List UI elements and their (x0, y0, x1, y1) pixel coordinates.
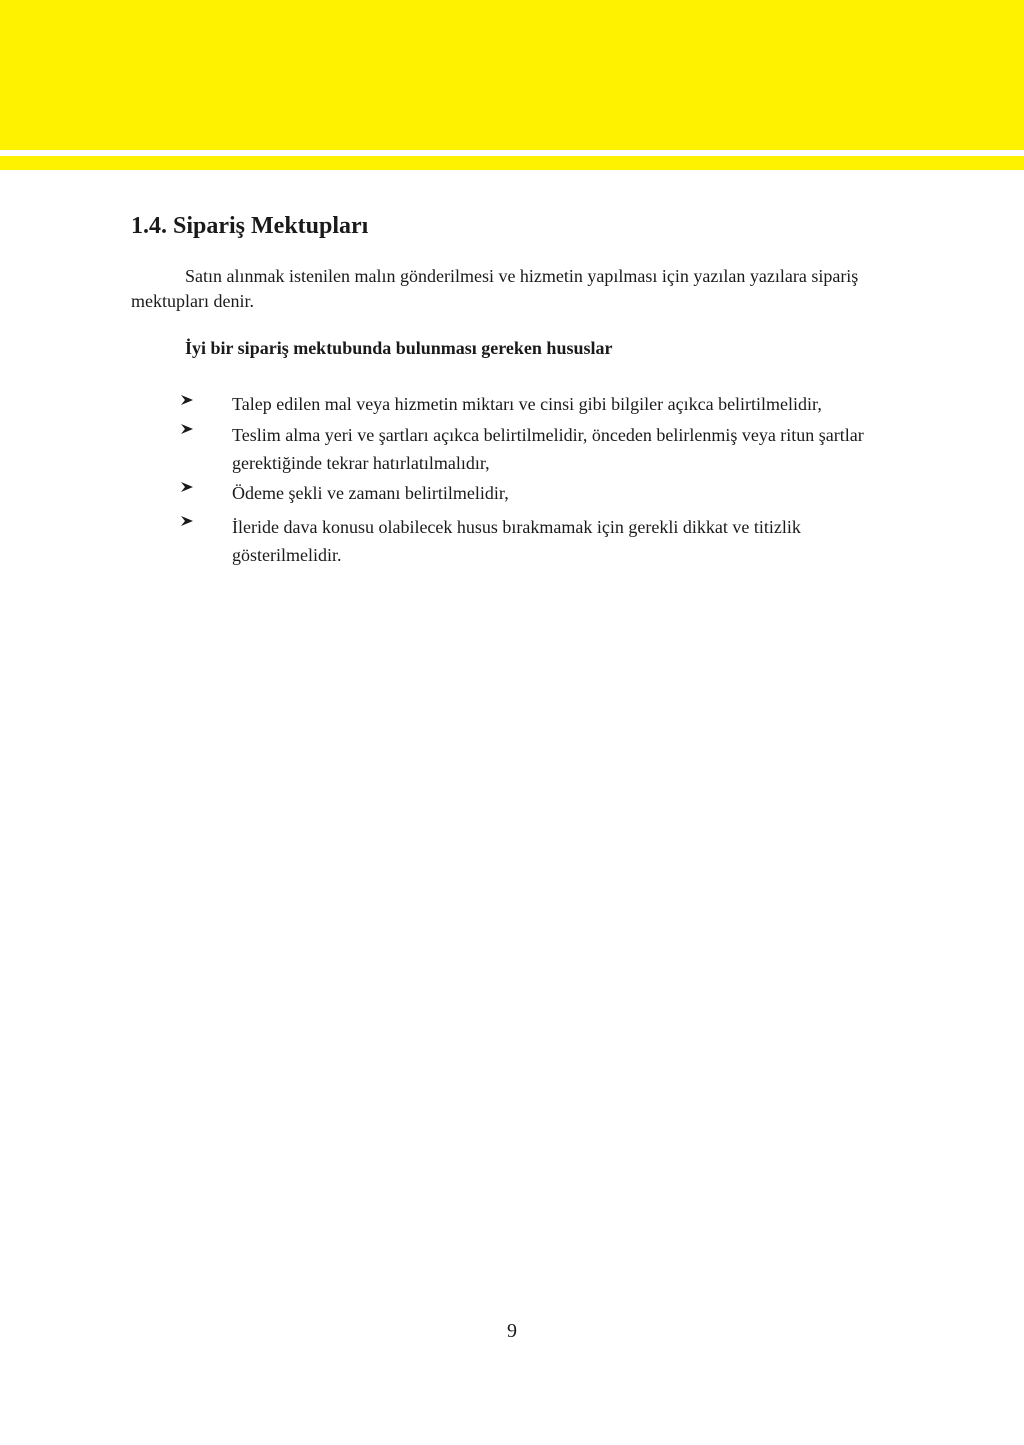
list-item (180, 513, 880, 569)
list-item (180, 421, 880, 477)
list-item-text: Talep edilen mal veya hizmetin miktarı ve cinsi gibi bilgiler açıkca belirtilmelidir, (232, 394, 822, 414)
list-item-text: İleride dava konusu olabilecek husus bırakmamak için gerekli dikkat ve titizlik gösterilmelidir. (232, 517, 801, 565)
section-title: 1.4. Sipariş Mektupları (131, 213, 369, 239)
arrowhead-bullet-icon (180, 479, 200, 503)
intro-paragraph: Satın alınmak istenilen malın gönderilmesi ve hizmetin yapılması için yazılan yazılara sipariş mektupları denir. (131, 266, 859, 311)
list-item (180, 479, 880, 507)
arrowhead-bullet-icon (180, 421, 200, 445)
list-item-text: Ödeme şekli ve zamanı belirtilmelidir, (232, 483, 509, 503)
list-item-text: Teslim alma yeri ve şartları açıkca belirtilmelidir, önceden belirlenmiş veya ritun şartlar gerektiğinde tekrar hatırlatılmalıdır, (232, 425, 864, 473)
header-yellow-band (0, 0, 1024, 150)
page-number: 9 (507, 1320, 517, 1342)
bullet-list (180, 392, 880, 569)
list-item (180, 392, 847, 416)
subheading: İyi bir sipariş mektubunda bulunması gereken hususlar (185, 338, 613, 358)
arrowhead-bullet-icon (180, 392, 200, 416)
header-yellow-stripe (0, 156, 1024, 170)
arrowhead-bullet-icon (180, 513, 200, 537)
